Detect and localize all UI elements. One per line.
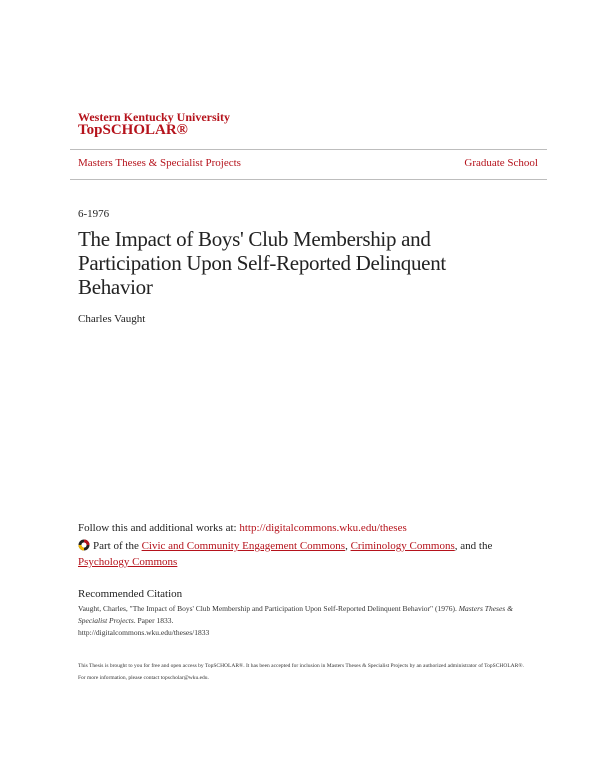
author-name: Charles Vaught: [78, 313, 146, 325]
citation-body: Vaught, Charles, "The Impact of Boys' Club Membership and Participation Upon Self-Reported Delinquent Behavior" (1976).: [78, 604, 459, 613]
divider-bottom: [70, 179, 547, 180]
criminology-commons-link[interactable]: Criminology Commons: [350, 540, 455, 552]
part-of-separator-2: , and the: [454, 540, 493, 552]
citation-paper: . Paper 1833.: [133, 616, 174, 625]
follow-line: [78, 522, 407, 534]
citation-text: [78, 603, 528, 639]
collection-link[interactable]: Masters Theses & Specialist Projects: [78, 157, 241, 169]
civic-commons-link[interactable]: Civic and Community Engagement Commons: [141, 540, 346, 552]
divider-top: [70, 149, 547, 150]
psychology-commons-link[interactable]: Psychology Commons: [78, 556, 178, 568]
publication-date: 6-1976: [78, 208, 110, 220]
citation-url: http://digitalcommons.wku.edu/theses/1833: [78, 628, 210, 637]
citation-series: Masters Theses & Specialist Projects: [78, 604, 513, 625]
part-of-separator-1: ,: [345, 540, 351, 552]
follow-url-link[interactable]: http://digitalcommons.wku.edu/theses: [239, 522, 407, 534]
citation-heading: Recommended Citation: [78, 588, 183, 600]
department-link[interactable]: Graduate School: [464, 157, 538, 169]
document-title: The Impact of Boys' Club Membership and Participation Upon Self-Reported Delinquent Behavior: [78, 227, 446, 299]
university-name: Western Kentucky University: [78, 110, 230, 124]
repository-name: TopSCHOLAR®: [78, 122, 188, 138]
part-of-line: [78, 539, 518, 569]
commons-network-icon: [78, 539, 90, 555]
follow-label: Follow this and additional works at:: [78, 522, 240, 534]
footer-note: This Thesis is brought to you for free and open access by TopSCHOLAR®. It has been accepted for inclusion in Masters Theses & Specialist Projects by an authorized administrator of TopSCHOLAR®. For more information, please contact topscholar@wku.edu.: [78, 663, 524, 681]
part-of-prefix: Part of the: [93, 540, 142, 552]
